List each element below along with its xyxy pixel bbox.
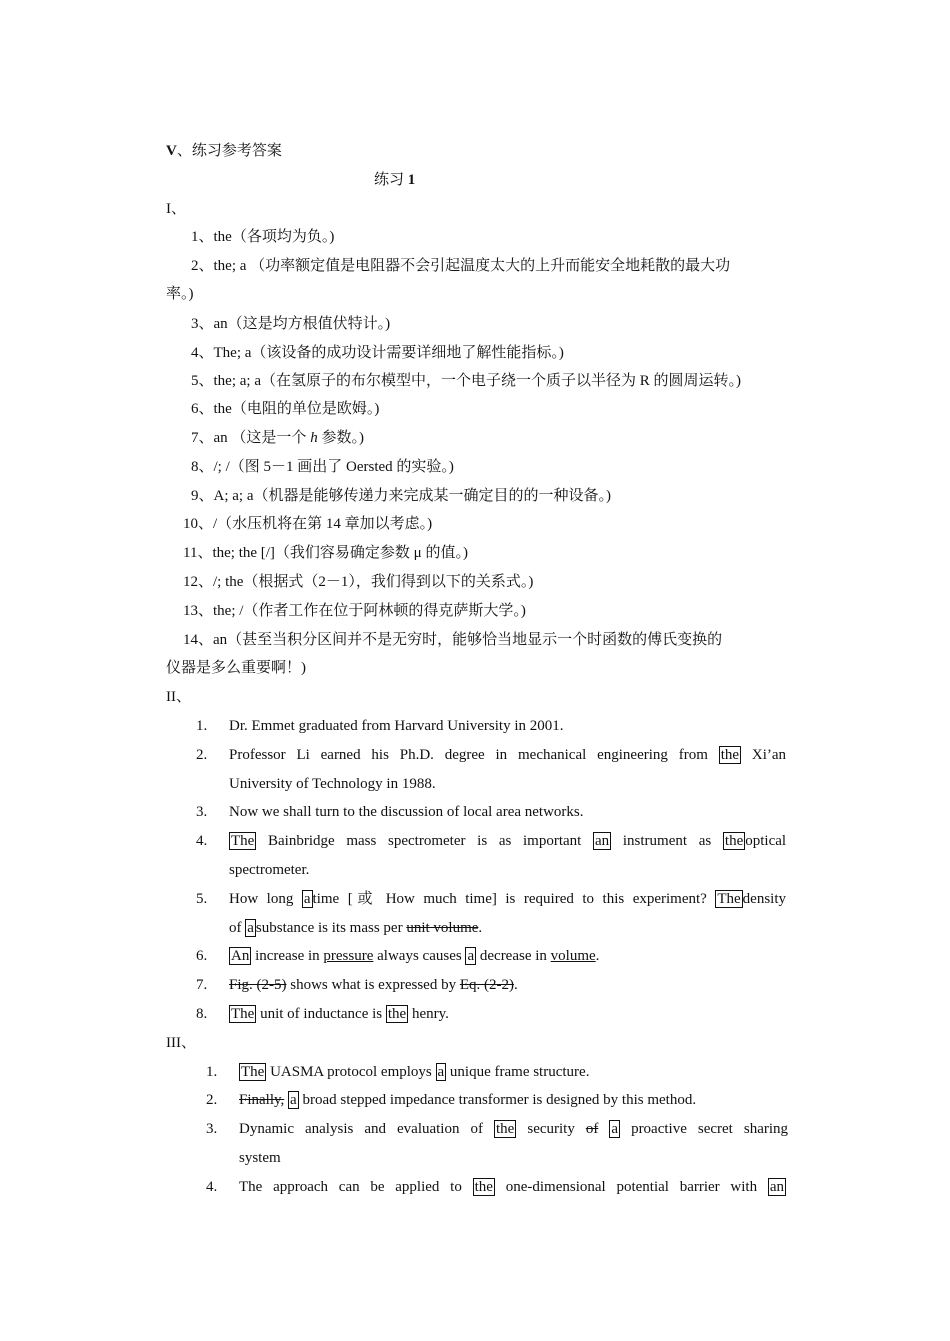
item-number: 8、 — [191, 459, 214, 475]
item-number: 3、 — [191, 316, 214, 332]
sentence — [239, 1176, 786, 1198]
sentence-text: Xi’an — [751, 747, 787, 763]
item-number: 14、 — [183, 632, 214, 648]
list-item-continuation: 率。) — [166, 286, 194, 302]
subtitle-number: 1 — [407, 172, 416, 188]
list-item — [191, 485, 611, 507]
underlined-text: pressure — [323, 948, 374, 964]
item-text: an（这是均方根值伏特计。) — [213, 316, 391, 332]
sentence-text: density — [742, 891, 787, 907]
item-text: the; a; a（在氢原子的布尔模型中，一个电子绕一个质子以半径为 R 的圆周运转。) — [213, 373, 741, 389]
item-number: 1、 — [191, 229, 214, 245]
article-box: a — [611, 1121, 619, 1137]
sentence-text: unique frame structure. — [449, 1064, 590, 1080]
page-subtitle — [374, 169, 415, 191]
item-text-post: 参数。) — [317, 430, 364, 446]
sentence: Dr. Emmet graduated from Harvard University in 2001. — [229, 718, 564, 734]
section-label: I、 — [166, 201, 186, 217]
item-text: the（电阻的单位是欧姆。) — [213, 401, 380, 417]
article-box: the — [720, 747, 740, 763]
list-item — [191, 342, 564, 364]
section-heading — [166, 140, 282, 162]
article-box: the — [387, 1006, 407, 1022]
list-item — [191, 427, 364, 449]
list-item-continuation: 仪器是多么重要啊！) — [166, 660, 306, 676]
article-box: a — [247, 920, 254, 936]
sentence-text: broad stepped impedance transformer is designed by this method. — [302, 1092, 697, 1108]
article-box: The — [241, 1064, 265, 1080]
sentence-text: proactive secret sharing — [631, 1121, 789, 1137]
item-number: 2. — [206, 1092, 218, 1108]
item-number: 7、 — [191, 430, 214, 446]
article-box: an — [595, 833, 610, 849]
item-text: A; a; a（机器是能够传递力来完成某一确定目的的一种设备。) — [213, 488, 611, 504]
item-number: 5、 — [191, 373, 214, 389]
list-item — [183, 542, 468, 564]
list-item — [191, 226, 334, 248]
sentence-text: time [或 How much time] is required to this experiment? — [312, 891, 707, 907]
sentence-text: henry. — [411, 1006, 449, 1022]
item-text: an（甚至当积分区间并不是无穷时，能够恰当地显示一个时函数的傅氏变换的 — [213, 632, 723, 648]
item-text: /（水压机将在第 14 章加以考虑。) — [213, 516, 433, 532]
sentence: Fig. (2-5) shows what is expressed by Eq. (2-2). — [229, 977, 518, 993]
list-item — [191, 398, 379, 420]
sentence — [229, 744, 786, 766]
sentence-text: optical — [745, 833, 787, 849]
article-box: an — [769, 1179, 785, 1195]
article-box: The — [231, 833, 255, 849]
sentence-continuation: University of Technology in 1988. — [229, 776, 436, 792]
item-text: the; the [/]（我们容易确定参数 μ 的值。) — [212, 545, 468, 561]
sentence-text: shows what is expressed by — [290, 977, 457, 993]
sentence-text: substance is its mass per — [255, 920, 403, 936]
struck-text: Fig. (2-5) — [229, 977, 287, 993]
sentence: An increase in pressure always causes a decrease in volume. — [231, 948, 600, 964]
sentence-text: increase in — [255, 948, 320, 964]
sentence-continuation: of a substance is its mass per unit volume. — [229, 920, 483, 936]
struck-text: Finally, — [239, 1092, 285, 1108]
article-box: The — [231, 1006, 255, 1022]
article-box: a — [467, 948, 475, 964]
article-box: the — [724, 833, 744, 849]
list-item — [191, 456, 454, 478]
article-box: the — [474, 1179, 493, 1195]
list-item — [183, 629, 722, 651]
item-number: 12、 — [183, 574, 214, 590]
struck-text: Eq. (2-2) — [459, 977, 514, 993]
item-number: 1. — [206, 1064, 218, 1080]
sentence — [239, 1089, 696, 1111]
item-text: The; a（该设备的成功设计需要详细地了解性能指标。) — [213, 345, 564, 361]
sentence-text: one-dimensional potential barrier with — [505, 1179, 758, 1195]
item-text: the; /（作者工作在位于阿林顿的得克萨斯大学。) — [213, 603, 526, 619]
item-number: 4. — [206, 1179, 218, 1195]
struck-text: unit volume — [406, 920, 479, 936]
item-text: the; a （功率额定值是电阻器不会引起温度太大的上升而能安全地耗散的最大功 — [213, 258, 731, 274]
sentence-text: of — [229, 920, 242, 936]
sentence-text: decrease in — [479, 948, 547, 964]
sentence-text: instrument as — [622, 833, 712, 849]
item-text: /; the（根据式（2－1），我们得到以下的关系式。) — [213, 574, 534, 590]
item-number: 11、 — [183, 545, 213, 561]
item-number: 4. — [196, 833, 208, 849]
item-number: 5. — [196, 891, 208, 907]
item-number: 13、 — [183, 603, 214, 619]
article-box: a — [437, 1064, 445, 1080]
article-box: The — [717, 891, 741, 907]
item-number: 10、 — [183, 516, 214, 532]
sentence-text: Dynamic analysis and evaluation of — [239, 1121, 483, 1137]
item-number: 9、 — [191, 488, 214, 504]
sentence-text: UASMA protocol employs — [270, 1064, 432, 1080]
struck-text: of — [585, 1121, 599, 1137]
item-number: 3. — [196, 804, 208, 820]
article-box: a — [290, 1092, 297, 1108]
list-item — [191, 255, 730, 277]
sentence-text: always causes — [377, 948, 462, 964]
item-text: the（各项均为负。) — [213, 229, 335, 245]
underlined-text: volume — [550, 948, 596, 964]
article-box: An — [231, 948, 250, 964]
sentence — [229, 888, 786, 910]
subtitle-text: 练习 — [374, 172, 408, 188]
item-text-italic: h — [310, 430, 318, 446]
article-box: the — [496, 1121, 515, 1137]
list-item — [183, 600, 526, 622]
section-label: II、 — [166, 689, 191, 705]
sentence-continuation: system — [239, 1150, 281, 1166]
list-item — [191, 370, 741, 392]
item-number: 4、 — [191, 345, 214, 361]
sentence-text: Professor Li earned his Ph.D. degree in mechanical engineering from — [229, 747, 708, 763]
item-number: 3. — [206, 1121, 218, 1137]
sentence-text: unit of inductance is — [260, 1006, 383, 1022]
heading-text: 、练习参考答案 — [176, 143, 282, 159]
article-box: a — [303, 891, 311, 907]
sentence-text: How long — [229, 891, 294, 907]
sentence: Now we shall turn to the discussion of local area networks. — [229, 804, 584, 820]
sentence — [229, 830, 786, 852]
list-item — [183, 513, 432, 535]
sentence — [239, 1061, 589, 1083]
heading-prefix: V — [166, 143, 177, 159]
sentence-text: The approach can be applied to — [239, 1179, 462, 1195]
item-text-pre: an （这是一个 — [213, 430, 311, 446]
sentence-text: security — [527, 1121, 575, 1137]
item-number: 6、 — [191, 401, 214, 417]
sentence — [239, 1118, 788, 1140]
sentence-continuation: spectrometer. — [229, 862, 310, 878]
sentence-text: Bainbridge mass spectrometer is as important — [268, 833, 582, 849]
item-number: 2. — [196, 747, 208, 763]
item-number: 2、 — [191, 258, 214, 274]
item-number: 6. — [196, 948, 208, 964]
sentence — [229, 1003, 449, 1025]
item-number: 7. — [196, 977, 208, 993]
item-number: 8. — [196, 1006, 208, 1022]
item-number: 1. — [196, 718, 208, 734]
section-label: III、 — [166, 1035, 196, 1051]
list-item — [183, 571, 533, 593]
list-item — [191, 313, 390, 335]
item-text: /; /（图 5－1 画出了 Oersted 的实验。) — [213, 459, 454, 475]
